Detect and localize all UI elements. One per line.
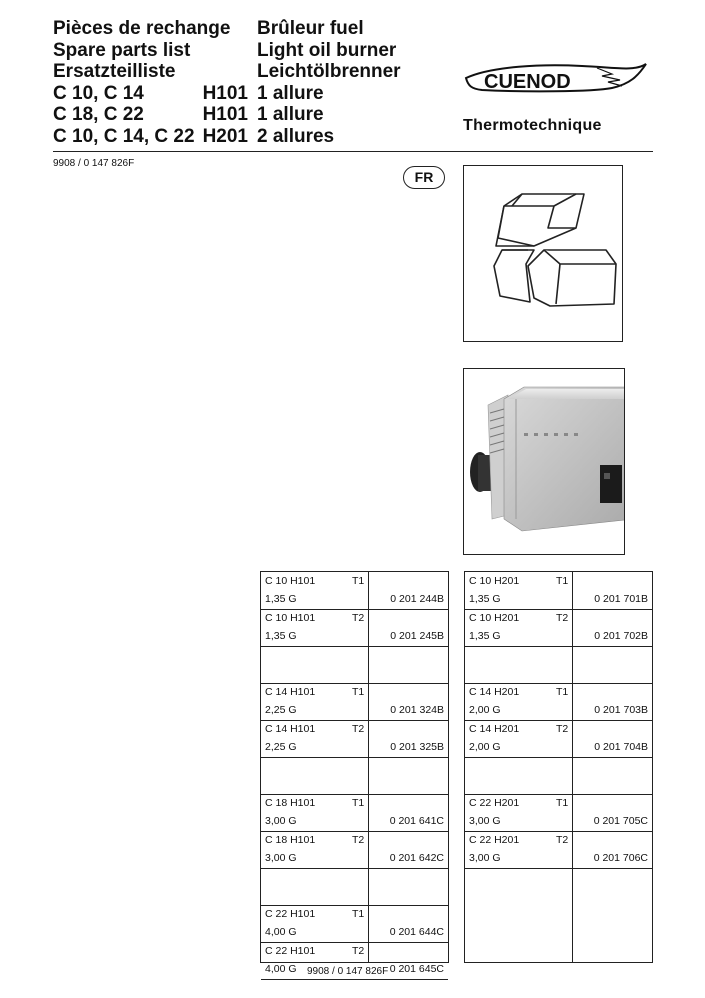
parts-table-right [464,571,653,963]
title-model: H101 [202,104,248,125]
part-nozzle: 2,00 G [469,704,501,716]
part-stage: T2 [352,723,365,735]
part-nozzle: 2,25 G [265,704,297,716]
parts-row [261,831,448,869]
part-model: C 22 H101 [265,945,316,957]
part-nozzle: 3,00 G [469,852,501,864]
title-line [53,61,248,83]
part-number: 0 201 324B [390,704,444,716]
part-nozzle: 1,35 G [265,630,297,642]
footer-document-reference: 9908 / 0 147 826F [307,966,389,977]
part-number: 0 201 645C [389,963,444,975]
part-model: C 18 H101 [265,834,316,846]
title-line [53,83,248,105]
title-text: C 10, C 14, C 22 [53,125,195,147]
part-nozzle: 1,35 G [469,593,501,605]
part-nozzle: 1,35 G [265,593,297,605]
part-model: C 10 H101 [265,612,316,624]
part-nozzle: 2,25 G [265,741,297,753]
title-line [53,18,248,40]
part-stage: T1 [556,797,569,809]
subtitle-line: 1 allure [257,104,324,125]
part-stage: T2 [556,723,569,735]
part-stage: T1 [352,797,365,809]
part-number: 0 201 703B [594,704,648,716]
part-stage: T1 [352,908,365,920]
parts-row-blank [261,868,448,906]
part-nozzle: 2,00 G [469,741,501,753]
title-text: Ersatzteilliste [53,61,176,82]
document-reference: 9908 / 0 147 826F [53,158,135,169]
subtitle-line: 2 allures [257,125,335,147]
header-rule [53,151,653,152]
part-nozzle: 3,00 G [265,852,297,864]
storage-bins-illustration [463,165,623,342]
part-model: C 10 H201 [469,575,520,587]
part-number: 0 201 245B [390,630,444,642]
part-number: 0 201 704B [594,741,648,753]
part-stage: T2 [352,612,365,624]
part-stage: T2 [556,612,569,624]
language-badge: FR [403,166,445,189]
part-number: 0 201 325B [390,741,444,753]
part-stage: T2 [556,834,569,846]
subtitle-line: Leichtölbrenner [257,61,401,82]
part-stage: T2 [352,945,365,957]
parts-row [465,609,652,647]
part-number: 0 201 706C [593,852,648,864]
part-stage: T1 [556,686,569,698]
part-nozzle: 4,00 G [265,963,297,975]
parts-row [465,683,652,721]
part-model: C 14 H201 [469,686,520,698]
storage-bins-icon [464,166,622,341]
part-nozzle: 1,35 G [469,630,501,642]
parts-row-blank [465,757,652,795]
parts-row [261,720,448,758]
part-number: 0 201 702B [594,630,648,642]
parts-row [261,683,448,721]
part-model: C 22 H201 [469,797,520,809]
part-number: 0 201 244B [390,593,444,605]
title-line [53,104,248,126]
logo-brand-text: CUENOD [484,71,571,93]
title-text: Pièces de rechange [53,18,231,39]
subtitle-line: Light oil burner [257,39,397,61]
part-model: C 10 H101 [265,575,316,587]
part-stage: T1 [352,686,365,698]
title-text: C 18, C 22 [53,104,144,125]
logo-tagline: Thermotechnique [463,117,602,134]
part-model: C 14 H101 [265,686,316,698]
title-text: C 10, C 14 [53,82,144,104]
parts-row [465,831,652,869]
parts-row [261,609,448,647]
title-block-right [257,18,401,147]
part-model: C 22 H101 [265,908,316,920]
part-model: C 14 H101 [265,723,316,735]
part-model: C 22 H201 [469,834,520,846]
title-text: Spare parts list [53,39,191,61]
part-model: C 18 H101 [265,797,316,809]
title-model: H101 [202,82,248,104]
title-model: H201 [202,125,248,147]
title-line [53,126,248,148]
part-stage: T1 [556,575,569,587]
title-block-left [53,18,248,147]
parts-row [261,905,448,943]
part-stage: T1 [352,575,365,587]
part-nozzle: 4,00 G [265,926,297,938]
subtitle-line: 1 allure [257,82,324,104]
parts-row [261,572,448,610]
parts-row [465,720,652,758]
parts-row-blank [261,757,448,795]
parts-row-blank [465,646,652,684]
parts-row [261,794,448,832]
part-model: C 10 H201 [469,612,520,624]
part-model: C 14 H201 [469,723,520,735]
burner-photo [463,368,625,555]
part-stage: T2 [352,834,365,846]
part-number: 0 201 701B [594,593,648,605]
part-number: 0 201 641C [389,815,444,827]
title-line [53,40,248,62]
parts-row-blank [261,646,448,684]
part-number: 0 201 705C [593,815,648,827]
subtitle-line: Brûleur fuel [257,18,364,39]
part-nozzle: 3,00 G [265,815,297,827]
part-number: 0 201 644C [389,926,444,938]
part-number: 0 201 642C [389,852,444,864]
oil-burner-image [464,369,624,554]
part-nozzle: 3,00 G [469,815,501,827]
parts-row [465,794,652,832]
parts-row [465,572,652,610]
